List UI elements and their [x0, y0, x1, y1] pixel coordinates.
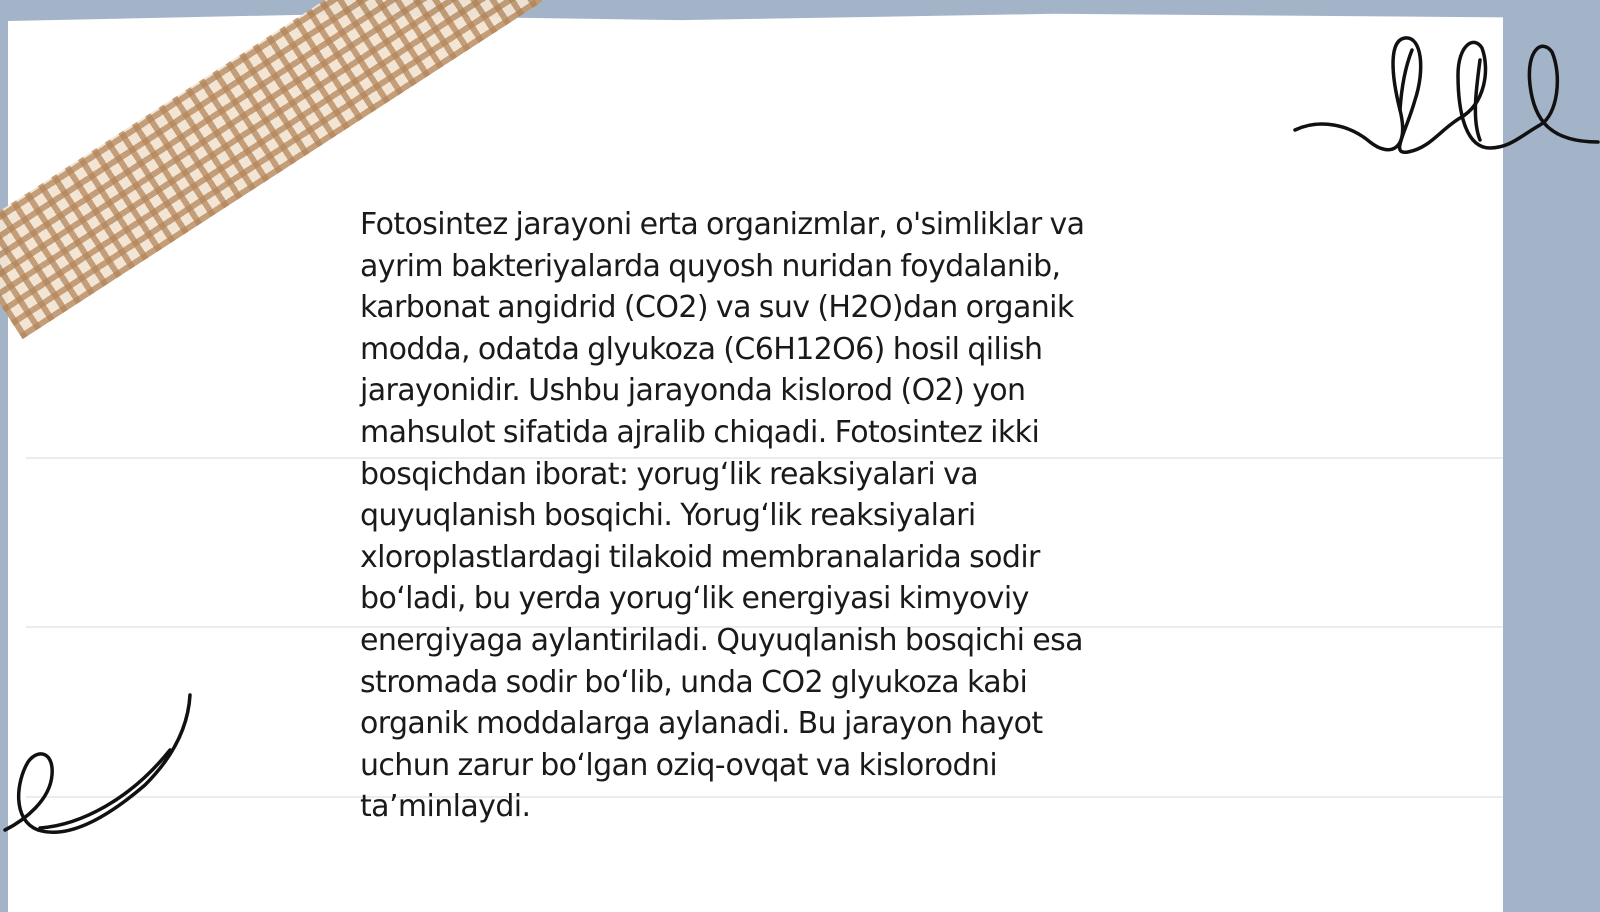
loop-squiggle-icon — [1290, 30, 1600, 170]
body-paragraph: Fotosintez jarayoni erta organizmlar, o'simliklar va ayrim bakteriyalarda quyosh nuridan foydalanib, karbonat angidrid (CO2) va suv (H2O)dan organik modda, odatda glyukoza (C6H12O6) hosil qilish jarayonidir. Ushbu jarayonda kislorod (O2) yon mahsulot sifatida ajralib chiqadi. Fotosintez ikki bosqichdan iborat: yorug‘lik reaksiyalari va quyuqlanish bosqichi. Yorug‘lik reaksiyalari xloroplastlardagi tilakoid membranalarida sodir bo‘ladi, bu yerda yorug‘lik energiyasi kimyoviy energiyaga aylantiriladi. Quyuqlanish bosqichi esa stromada sodir bo‘lib, unda CO2 glyukoza kabi organik moddalarga aylanadi. Bu jarayon hayot uchun zarur bo‘lgan oziq-ovqat va kislorodni ta’minlaydi. — [360, 207, 1085, 825]
curl-squiggle-icon — [0, 690, 200, 850]
